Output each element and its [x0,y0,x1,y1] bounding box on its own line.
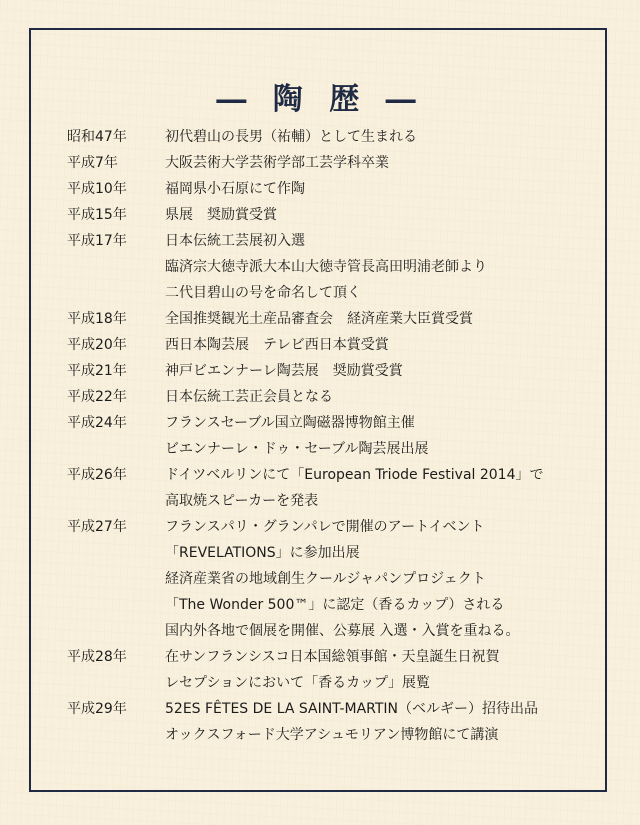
history-row [67,592,597,618]
history-event: 経済産業省の地域創生クールジャパンプロジェクト [165,571,486,587]
history-row [67,436,597,462]
history-era: 平成20年 [67,337,127,353]
history-list [67,124,597,748]
history-era: 平成22年 [67,389,127,405]
history-era [67,540,165,566]
history-event: ビエンナーレ・ドゥ・セーブル陶芸展出展 [165,441,429,457]
history-event: 国内外各地で個展を開催、公募展 入選・入賞を重ねる。 [165,623,520,639]
history-row [67,124,597,150]
history-event: オックスフォード大学アシュモリアン博物館にて講演 [165,727,499,743]
history-era [67,618,165,644]
history-row [67,462,597,488]
history-row [67,358,597,384]
history-event: フランスセーブル国立陶磁器博物館主催 [165,415,415,431]
history-era [67,722,165,748]
history-event: 初代碧山の長男（祐輔）として生まれる [165,129,417,145]
history-row [67,202,597,228]
history-event: 高取焼スピーカーを発表 [165,493,319,509]
history-era: 平成18年 [67,311,127,327]
history-row [67,618,597,644]
history-row [67,722,597,748]
history-row [67,228,597,254]
history-event: 大阪芸術大学芸術学部工芸学科卒業 [165,155,389,171]
history-event: 在サンフランシスコ日本国総領事館・天皇誕生日祝賀 [165,649,500,665]
history-event: 「REVELATIONS」に参加出展 [165,545,360,561]
history-event: ドイツベルリンにて「European Triode Festival 2014」で [165,467,544,483]
history-event: フランスパリ・グランパレで開催のアートイベント [165,519,485,535]
history-row [67,696,597,722]
history-row [67,280,597,306]
history-row [67,332,597,358]
history-row [67,566,597,592]
history-era: 平成10年 [67,181,127,197]
history-row [67,488,597,514]
history-row [67,410,597,436]
history-row [67,540,597,566]
history-era [67,670,165,696]
history-era: 平成26年 [67,467,127,483]
history-event: 日本伝統工芸展初入選 [165,233,305,249]
history-event: 52ES FÊTES DE LA SAINT-MARTIN（ベルギー）招待出品 [165,701,539,717]
history-era: 昭和47年 [67,129,127,145]
history-event: 全国推奨観光土産品審査会 経済産業大臣賞受賞 [165,311,473,327]
history-era: 平成28年 [67,649,127,665]
history-row [67,176,597,202]
history-row [67,514,597,540]
history-era: 平成21年 [67,363,127,379]
history-row [67,150,597,176]
history-era [67,280,165,306]
history-era [67,254,165,280]
history-era: 平成24年 [67,415,127,431]
history-row [67,254,597,280]
history-era: 平成17年 [67,233,127,249]
history-era: 平成15年 [67,207,127,223]
history-row [67,644,597,670]
history-row [67,384,597,410]
history-era [67,488,165,514]
history-era [67,592,165,618]
history-event: 福岡県小石原にて作陶 [165,181,305,197]
history-event: 神戸ビエンナーレ陶芸展 奨励賞受賞 [165,363,403,379]
history-era: 平成7年 [67,155,118,171]
history-event: レセプションにおいて「香るカップ」展覧 [165,675,431,691]
history-event: 「The Wonder 500™」に認定（香るカップ）される [165,597,505,613]
page-title: ― 陶 歴 ― [216,82,424,118]
history-era [67,566,165,592]
history-event: 臨済宗大徳寺派大本山大徳寺管長高田明浦老師より [165,259,487,275]
history-era: 平成29年 [67,701,127,717]
history-event: 県展 奨励賞受賞 [165,207,277,223]
history-row [67,670,597,696]
history-row [67,306,597,332]
history-era: 平成27年 [67,519,127,535]
history-event: 二代目碧山の号を命名して頂く [165,285,361,301]
history-event: 日本伝統工芸正会員となる [165,389,333,405]
history-era [67,436,165,462]
history-event: 西日本陶芸展 テレビ西日本賞受賞 [165,337,389,353]
